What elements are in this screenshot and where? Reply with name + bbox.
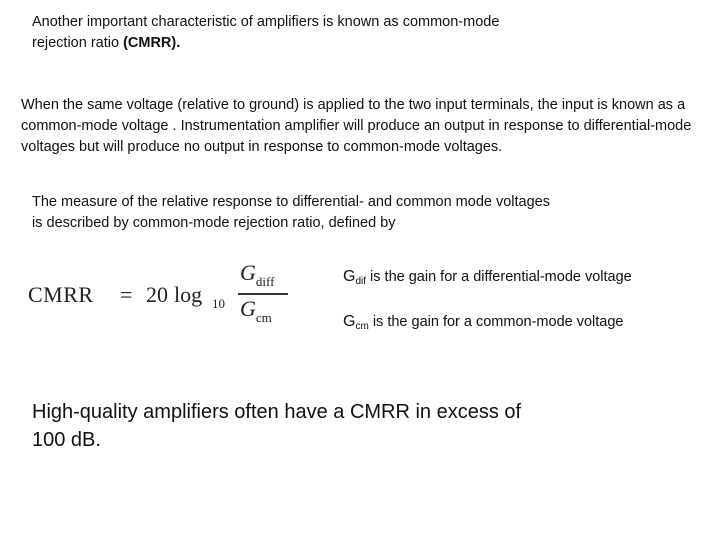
- formula-lhs: CMRR: [28, 282, 94, 307]
- gdiff-subscript: dif: [355, 276, 367, 287]
- numerator-subscript: diff: [255, 274, 275, 289]
- cmrr-definition-paragraph: The measure of the relative response to differential- and common mode voltages is described by common-mode rejection ratio, defined by: [32, 194, 550, 231]
- formula-log: log: [174, 282, 203, 307]
- numerator-symbol: G: [240, 260, 256, 285]
- formula-log-base: 10: [212, 296, 225, 311]
- cmrr-formula: [28, 258, 298, 330]
- gdiff-definition: [343, 267, 632, 289]
- formula-equals: =: [120, 282, 133, 307]
- gcm-definition: [343, 312, 623, 334]
- intro-paragraph: [32, 12, 552, 54]
- fraction-bar: [238, 293, 288, 295]
- gcm-symbol: G: [343, 313, 356, 330]
- denominator-symbol: G: [240, 296, 256, 321]
- gcm-text: is the gain for a common-mode voltage: [368, 314, 624, 330]
- intro-text: Another important characteristic of amplifiers is known as common-mode rejection ratio: [32, 14, 500, 51]
- gdiff-text: is the gain for a differential-mode voltage: [366, 269, 632, 285]
- gcm-subscript: cm: [355, 321, 369, 332]
- cmrr-term: (CMRR).: [123, 35, 181, 51]
- formula-coefficient: 20: [146, 282, 168, 307]
- formula-fraction: [236, 258, 292, 330]
- highlight-statement: High-quality amplifiers often have a CMRR in excess of 100 dB.: [32, 401, 522, 451]
- denominator-subscript: cm: [255, 310, 272, 325]
- gdiff-symbol: G: [343, 268, 356, 285]
- common-mode-paragraph: When the same voltage (relative to ground) is applied to the two input terminals, the input is known as a common-mode voltage . Instrumentation amplifier will produce an output in response to differential-mode voltages but will produce no output in response to common-mode voltages.: [21, 97, 692, 155]
- formula-denominator: [240, 296, 272, 325]
- formula-numerator: [240, 260, 275, 289]
